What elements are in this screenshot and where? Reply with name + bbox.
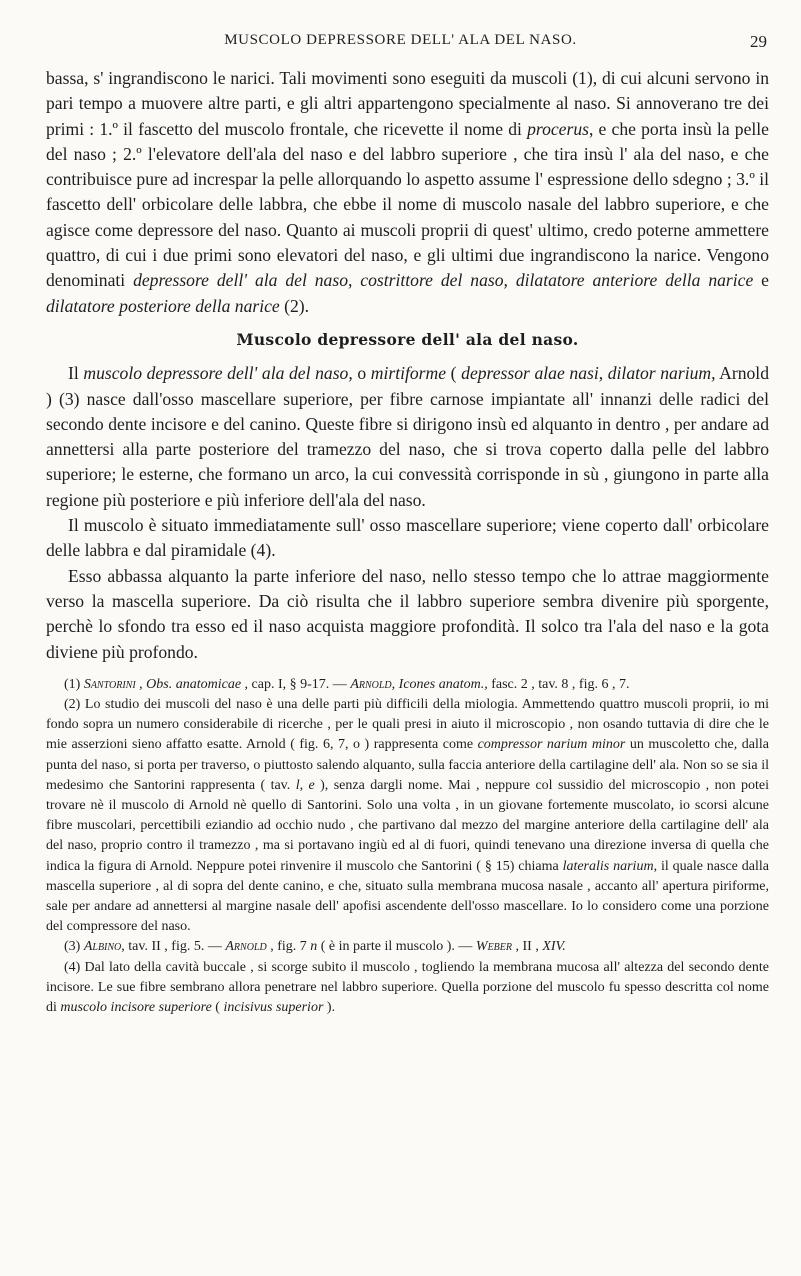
- italic-term: muscolo incisore superiore: [60, 1000, 212, 1016]
- italic-term: depressore dell' ala del naso, costrittore del naso, dilatatore anteriore della narice: [133, 270, 754, 291]
- italic-term: dilatatore posteriore della narice: [46, 295, 280, 316]
- paragraph-action: Esso abbassa alquanto la parte inferiore del naso, nello stesso tempo che lo attrae maggiormente verso la mascella superiore. Da ciò risulta che il labbro superiore sembra divenire più sporgente, perchè lo sfondo tra esso ed il naso acquista maggiore profondità. Il solco tra l'ala del naso e la gota diviene più profondo.: [46, 565, 769, 662]
- text-run: (1): [64, 676, 84, 692]
- text-run: , il quale nasce dalla mascella superiore , al di sopra del dente canino, e che, situato sulla membrana mucosa nasale , accanto all' apertura piriforme, sale per andare ad annettersi al margine nasale dell' apofisi ascendente dell'osso mascellare. Io lo considero come una porzione del compressore del naso.: [46, 858, 769, 935]
- text-run: Arnold ) (3) nasce dall'osso mascellare superiore, per fibre carnose impiantate all' innanzi delle radici del secondo dente incisore e del canino. Queste fibre si dirigono insù ed alquanto in dentro , per andare ad annettersi alla parte posteriore del tramezzo del naso, che si trova coperto dalla pelle del labbro superiore; le esterne, che formano un arco, la cui convessità corrisponde in sù , giungono in parte alla regione più posteriore e più inferiore dell'ala del naso.: [46, 363, 769, 510]
- author-name: Weber: [475, 939, 513, 955]
- author-name: Albino: [83, 939, 122, 955]
- italic-term: lateralis narium: [562, 858, 654, 874]
- author-name: Santorini: [83, 676, 136, 692]
- author-name: Arnold,: [350, 676, 396, 692]
- text-run: (3): [64, 939, 84, 955]
- footnote-1: [46, 675, 769, 695]
- text-run: ( è in parte il muscolo ). —: [317, 939, 476, 955]
- text-run: (2).: [279, 295, 310, 316]
- italic-title: Icones anatom.,: [398, 676, 488, 692]
- intro-paragraph: [46, 66, 769, 319]
- text-run: , II ,: [512, 939, 543, 955]
- footnote-3: [46, 937, 769, 957]
- text-run: ).: [323, 1000, 336, 1016]
- text-run: (: [446, 363, 462, 384]
- footnote-4: [46, 958, 769, 1019]
- text-run: o: [352, 363, 371, 384]
- text-run: ,: [299, 777, 309, 793]
- text-run: , cap. I, § 9-17. —: [241, 676, 351, 692]
- text-run: ,: [135, 676, 147, 692]
- text-run: bassa, s' ingrandiscono le narici. Tali movimenti sono eseguiti da muscoli (1), di cui alcuni servono in pari tempo a muovere altre parti, e gli altri appartengono specialmente al naso. Si annoverano tre dei primi : 1.º il fascetto del muscolo frontale, che ricevette il nome di: [46, 68, 769, 139]
- text-run: e: [753, 270, 769, 291]
- page-header: [34, 32, 767, 58]
- italic-term: procerus: [527, 118, 589, 139]
- italic-term: compressor narium minor: [477, 737, 626, 753]
- paragraph-position: Il muscolo è situato immediatamente sull' osso mascellare superiore; viene coperto dall' orbicolare delle labbra e dal piramidale (4).: [46, 515, 769, 561]
- main-text: [46, 66, 769, 1018]
- section-title: Muscolo depressore dell' ala del naso.: [236, 329, 579, 349]
- italic-term: l: [295, 777, 300, 793]
- italic-term: e: [308, 777, 315, 793]
- italic-term: depressor alae nasi, dilator narium,: [461, 363, 716, 384]
- text-run: Il: [68, 363, 84, 384]
- text-run: un muscoletto che, dalla punta del naso, si porta per traverso, o piuttosto salendo alquanto, sulla faccia anteriore della cartilagine dell' ala. Non so se sia il medesimo che Santorini rappresenta ( tav.: [46, 737, 769, 793]
- text-run: , fig. 7: [266, 939, 311, 955]
- italic-term: muscolo depressore dell' ala del naso,: [83, 363, 353, 384]
- italic-term: n: [310, 939, 318, 955]
- author-name: Arnold: [225, 939, 267, 955]
- text-run: (4) Dal lato della cavità buccale , si scorge subito il muscolo , togliendo la membrana mucosa all' altezza del secondo dente incisore. Le sue fibre sembrano allora penetrare nel labbro superiore. Quella porzione del muscolo fu spesso descritta col nome di: [46, 959, 769, 1016]
- text-run: (: [211, 1000, 224, 1016]
- italic-term: incisivus superior: [223, 1000, 324, 1016]
- text-run: , e che porta insù la pelle del naso ; 2.º l'elevatore dell'ala del naso e del labbro superiore , che tira insù l' ala del naso, e che contribuisce pure ad increspar la pelle allorquando lo aspetto assume l' espressione dello sdegno ; 3.º il fascetto dell' orbicolare delle labbra, che ebbe il nome di muscolo nasale del labbro superiore, e che agisce come depressore del naso. Quanto ai muscoli proprii di quest' ultimo, credo poterne ammettere quattro, di cui i due primi sono elevatori del naso, e gli ultimi due ingrandiscono la narice. Vengono denominati: [46, 118, 769, 291]
- page-number: 29: [750, 32, 767, 51]
- text-run: (2) Lo studio dei muscoli del naso è una delle parti più difficili della miologia. Ammettendo quattro muscoli proprii, io mi fondo sopra un numero considerabile di ricerche , per le quali presi in aiuto il microscopio , non osando tuttavia di dire che le mie asserzioni sieno affatto esatte. Arnold ( fig. 6, 7, o ) rappresenta come: [46, 697, 769, 753]
- footnotes: [46, 675, 769, 1018]
- text-run: , tav. II , fig. 5. —: [121, 939, 226, 955]
- running-head: MUSCOLO DEPRESSORE DELL' ALA DEL NASO.: [224, 32, 577, 48]
- text-run: ), senza dargli nome. Mai , neppure col sussidio del microscopio , non potei trovare nè il muscolo di Arnold nè quello di Santorini. Solo una volta , in un giovane fortemente muscolato, io scorsi alcune fibre muscolari, percettibili eziandio ad occhio nudo , che partivano dal mezzo del margine anteriore della cartilagine dell' ala del naso, proprio contro il tramezzo , ma si portavano ingiù ed al di fuori, quindi tenevano una direzione inversa di quella che indica la figura di Arnold. Neppure potei rinvenire il muscolo che Santorini ( § 15) chiama: [46, 777, 769, 874]
- text-run: fasc. 2 , tav. 8 , fig. 6 , 7.: [487, 676, 630, 692]
- italic-title: Obs. anatomicae: [146, 676, 242, 692]
- paragraph-origin: [46, 361, 769, 513]
- italic-term: mirtiforme: [370, 363, 447, 384]
- italic-term: XIV.: [542, 939, 566, 955]
- footnote-2: [46, 695, 769, 937]
